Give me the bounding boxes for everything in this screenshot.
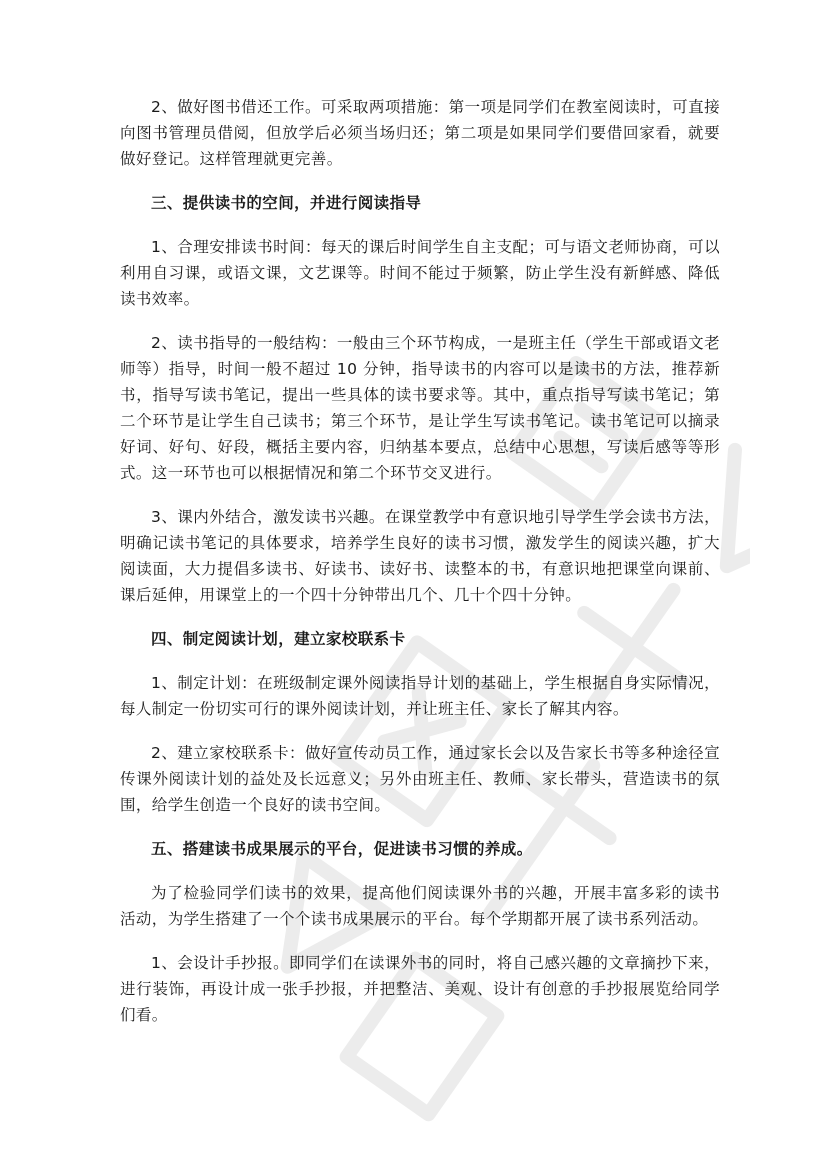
paragraph-library-borrowing: 2、做好图书借还工作。可采取两项措施：第一项是同学们在教室阅读时，可直接向图书管理员借阅，但放学后必须当场归还；第二项是如果同学们要借回家看，就要做好登记。这样管理就更完善。	[120, 98, 720, 168]
section-heading-5: 五、搭建读书成果展示的平台，促进读书习惯的养成。	[151, 840, 533, 858]
section-heading-3: 三、提供读书的空间，并进行阅读指导	[151, 194, 422, 212]
paragraph-handwritten-newspaper: 1、会设计手抄报。即同学们在读课外书的同时，将自己感兴趣的文章摘抄下来，进行装饰，再设计成一张手抄报，并把整洁、美观、设计有创意的手抄报展览给同学们看。	[120, 954, 720, 1024]
paragraph-in-out-class: 3、课内外结合，激发读书兴趣。在课堂教学中有意识地引导学生学会读书方法，明确记读书笔记的具体要求，培养学生良好的读书习惯，激发学生的阅读兴趣，扩大阅读面，大力提倡多读书、好读书、读好书、读整本的书，有意识地把课堂向课前、课后延伸，用课堂上的一个四十分钟带出几个、几十个四十分钟。	[120, 508, 720, 604]
paragraph-reading-time: 1、合理安排读书时间：每天的课后时间学生自主支配；可与语文老师协商，可以利用自习课，或语文课，文艺课等。时间不能过于频繁，防止学生没有新鲜感、降低读书效率。	[120, 238, 720, 308]
paragraph-make-plan: 1、制定计划：在班级制定课外阅读指导计划的基础上，学生根据自身实际情况，每人制定一份切实可行的课外阅读计划，并让班主任、家长了解其内容。	[120, 674, 720, 718]
document-body	[120, 94, 720, 1028]
paragraph-intro-activities: 为了检验同学们读书的效果，提高他们阅读课外书的兴趣，开展丰富多彩的读书活动，为学生搭建了一个个读书成果展示的平台。每个学期都开展了读书系列活动。	[120, 884, 720, 928]
section-heading-4: 四、制定阅读计划，建立家校联系卡	[151, 630, 406, 648]
paragraph-guidance-structure: 2、读书指导的一般结构：一般由三个环节构成，一是班主任（学生干部或语文老师等）指导，时间一般不超过 10 分钟，指导读书的内容可以是读书的方法，推荐新书，指导写读书笔记，提出一些具体的读书要求等。其中，重点指导写读书笔记；第二个环节是让学生自己读书；第三个环节，是让学生写读书笔记。读书笔记可以摘录好词、好句、好段，概括主要内容，归纳基本要点，总结中心思想，写读后感等等形式。这一环节也可以根据情况和第二个环节交叉进行。	[120, 334, 720, 482]
paragraph-contact-card: 2、建立家校联系卡：做好宣传动员工作，通过家长会以及告家长书等多种途径宣传课外阅读计划的益处及长远意义；另外由班主任、教师、家长带头，营造读书的氛围，给学生创造一个良好的读书空间。	[120, 744, 720, 814]
